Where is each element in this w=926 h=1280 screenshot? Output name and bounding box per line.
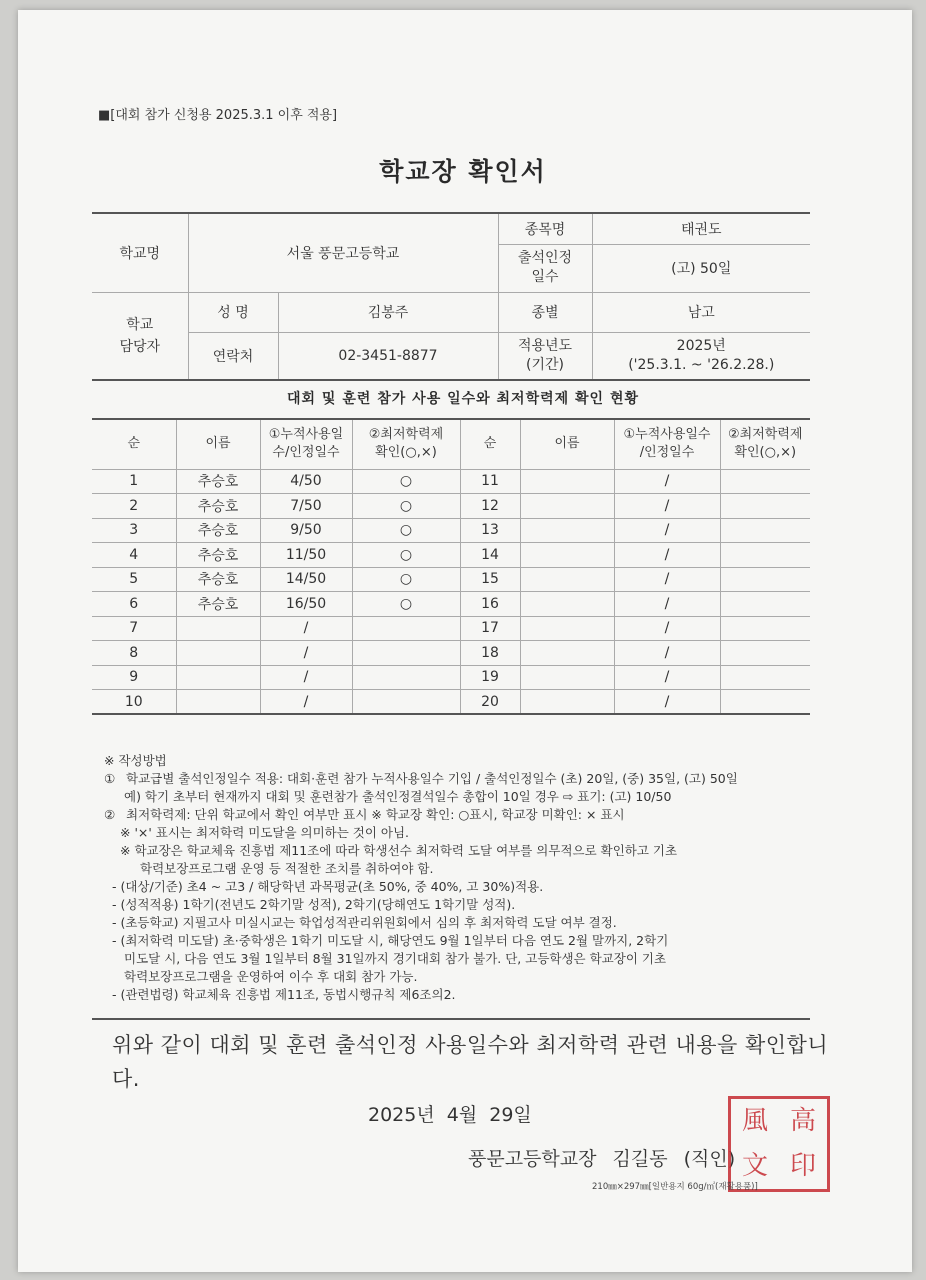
table-row <box>92 665 810 690</box>
table-row <box>92 690 810 715</box>
row-number-2: 19 <box>460 665 520 690</box>
confirmation-statement: 위와 같이 대회 및 훈련 출석인정 사용일수와 최저학력 관련 내용을 확인합니다. <box>112 1033 829 1091</box>
used-days: / <box>260 690 352 715</box>
divider-line <box>92 1018 810 1020</box>
header-name-2: 이름 <box>520 419 614 469</box>
row-number-2: 12 <box>460 494 520 519</box>
used-days-2: / <box>614 543 720 568</box>
row-number-2: 11 <box>460 469 520 494</box>
table-row <box>92 518 810 543</box>
student-name-2 <box>520 469 614 494</box>
used-days: 4/50 <box>260 469 352 494</box>
header-name: 이름 <box>176 419 260 469</box>
year-value <box>592 332 810 380</box>
row-number-2: 17 <box>460 616 520 641</box>
row-number: 9 <box>92 665 176 690</box>
student-name-2 <box>520 518 614 543</box>
category-label: 종별 <box>498 292 592 332</box>
row-number-2: 14 <box>460 543 520 568</box>
student-name: 추승호 <box>176 518 260 543</box>
student-name-2 <box>520 567 614 592</box>
minimum-check: ○ <box>352 518 460 543</box>
row-number: 1 <box>92 469 176 494</box>
instructions <box>104 752 834 1004</box>
minimum-check-2 <box>720 592 810 617</box>
minimum-check <box>352 641 460 666</box>
used-days-2: / <box>614 641 720 666</box>
minimum-check-2 <box>720 616 810 641</box>
bullet-grades: - (성적적용) 1학기(전년도 2학기말 성적), 2학기(당해연도 1학기말 성적). <box>112 897 516 912</box>
table-row <box>92 469 810 494</box>
table-row <box>92 616 810 641</box>
used-days: 16/50 <box>260 592 352 617</box>
school-info-table <box>92 212 810 381</box>
instruction-item-1 <box>104 770 834 788</box>
minimum-check-2 <box>720 690 810 715</box>
attendance-header-row <box>92 419 810 469</box>
attend-days-label: 출석인정 일수 <box>498 244 592 292</box>
student-name: 추승호 <box>176 469 260 494</box>
used-days-2: / <box>614 665 720 690</box>
staff-label: 학교 담당자 <box>92 292 188 380</box>
header-no: 순 <box>92 419 176 469</box>
seal-char-1: 風 <box>741 1106 768 1136</box>
used-days-2: / <box>614 567 720 592</box>
used-days: / <box>260 665 352 690</box>
row-number-2: 13 <box>460 518 520 543</box>
row-number: 5 <box>92 567 176 592</box>
table-row <box>92 543 810 568</box>
attendance-table <box>92 418 810 715</box>
item-2-line-1: 최저학력제: 단위 학교에서 확인 여부만 표시 ※ 학교장 확인: ○표시, 학교장 미확인: × 표시 <box>126 807 625 822</box>
contact-label: 연락처 <box>188 332 278 380</box>
used-days-2: / <box>614 592 720 617</box>
used-days: 9/50 <box>260 518 352 543</box>
row-number-2: 16 <box>460 592 520 617</box>
bullet-target: - (대상/기준) 초4 ~ 고3 / 해당학년 과목평균(초 50%, 중 40%, 고 30%)적용. <box>112 879 544 894</box>
item-1-mark: ① <box>104 771 116 786</box>
principal-signature: 풍문고등학교장 김길동 (직인) <box>468 1148 736 1170</box>
instructions-heading: ※ 작성방법 <box>104 753 167 768</box>
used-days-2: / <box>614 469 720 494</box>
bullet-elementary: - (초등학교) 지필고사 미실시교는 학업성적관리위원회에서 심의 후 최저학력 도달 여부 결정. <box>112 915 617 930</box>
name-label: 성 명 <box>188 292 278 332</box>
bullet-law: - (관련법령) 학교체육 진흥법 제11조, 동법시행규칙 제6조의2. <box>112 987 456 1002</box>
student-name <box>176 690 260 715</box>
seal-char-2: 高 <box>789 1106 816 1136</box>
minimum-check: ○ <box>352 494 460 519</box>
row-number: 7 <box>92 616 176 641</box>
year-value-year: 2025년 <box>676 337 726 354</box>
bullet-minimum-line-3: 학력보장프로그램을 운영하여 이수 후 대회 참가 가능. <box>124 969 418 984</box>
header-days-2: ①누적사용일수 /인정일수 <box>614 419 720 469</box>
note-2-line-1: ※ 학교장은 학교체육 진흥법 제11조에 따라 학생선수 최저학력 도달 여부를 의무적으로 확인하고 기초 <box>120 843 678 858</box>
used-days: / <box>260 616 352 641</box>
minimum-check <box>352 616 460 641</box>
minimum-check: ○ <box>352 567 460 592</box>
bullet-minimum-line-1: - (최저학력 미도달) 초·중학생은 1학기 미도달 시, 해당연도 9월 1일부터 다음 연도 2월 말까지, 2학기 <box>112 933 669 948</box>
student-name: 추승호 <box>176 494 260 519</box>
note-2-line-2: 학력보장프로그램 운영 등 적절한 조치를 취하여야 함. <box>140 861 434 876</box>
minimum-check-2 <box>720 665 810 690</box>
instruction-item-2 <box>104 806 834 824</box>
row-number-2: 20 <box>460 690 520 715</box>
row-number: 4 <box>92 543 176 568</box>
row-number: 3 <box>92 518 176 543</box>
sport-value: 태권도 <box>592 213 810 244</box>
note-1: ※ '×' 표시는 최저학력 미도달을 의미하는 것이 아님. <box>120 825 410 840</box>
contact-value: 02-3451-8877 <box>278 332 498 380</box>
minimum-check-2 <box>720 469 810 494</box>
name-value: 김봉주 <box>278 292 498 332</box>
category-value: 남고 <box>592 292 810 332</box>
used-days-2: / <box>614 518 720 543</box>
header-days: ①누적사용일 수/인정일수 <box>260 419 352 469</box>
item-1-line-1: 학교급별 출석인정일수 적용: 대회·훈련 참가 누적사용일수 기입 / 출석인정일수 (초) 20일, (중) 35일, (고) 50일 <box>126 771 738 786</box>
student-name: 추승호 <box>176 592 260 617</box>
table-row <box>92 494 810 519</box>
minimum-check-2 <box>720 518 810 543</box>
bullet-minimum-line-2: 미도달 시, 다음 연도 3월 1일부터 8월 31일까지 경기대회 참가 불가. 단, 고등학생은 학교장이 기초 <box>124 951 667 966</box>
student-name <box>176 616 260 641</box>
row-number: 2 <box>92 494 176 519</box>
student-name: 추승호 <box>176 567 260 592</box>
item-1-line-2: 예) 학기 초부터 현재까지 대회 및 훈련참가 출석인정결석일수 총합이 10일 경우 ⇨ 표기: (고) 10/50 <box>124 789 672 804</box>
document-title: 학교장 확인서 <box>379 157 547 186</box>
header-check-2: ②최저학력제 확인(○,×) <box>720 419 810 469</box>
school-label: 학교명 <box>92 213 188 292</box>
minimum-check: ○ <box>352 469 460 494</box>
minimum-check-2 <box>720 567 810 592</box>
student-name-2 <box>520 616 614 641</box>
student-name-2 <box>520 592 614 617</box>
item-2-mark: ② <box>104 807 116 822</box>
minimum-check: ○ <box>352 592 460 617</box>
student-name: 추승호 <box>176 543 260 568</box>
table-row <box>92 641 810 666</box>
year-value-period: ('25.3.1. ~ '26.2.28.) <box>628 356 775 373</box>
used-days-2: / <box>614 616 720 641</box>
student-name <box>176 641 260 666</box>
student-name-2 <box>520 665 614 690</box>
student-name-2 <box>520 641 614 666</box>
official-seal <box>728 1096 830 1192</box>
minimum-check-2 <box>720 641 810 666</box>
student-name-2 <box>520 543 614 568</box>
header-check: ②최저학력제 확인(○,×) <box>352 419 460 469</box>
minimum-check-2 <box>720 543 810 568</box>
row-number: 10 <box>92 690 176 715</box>
student-name <box>176 665 260 690</box>
minimum-check <box>352 690 460 715</box>
seal-char-3: 文 <box>741 1151 768 1181</box>
row-number-2: 15 <box>460 567 520 592</box>
seal-char-4: 印 <box>789 1151 816 1181</box>
student-name-2 <box>520 494 614 519</box>
row-number: 8 <box>92 641 176 666</box>
section-title: 대회 및 훈련 참가 사용 일수와 최저학력제 확인 현황 <box>287 391 639 407</box>
row-number-2: 18 <box>460 641 520 666</box>
used-days: / <box>260 641 352 666</box>
minimum-check-2 <box>720 494 810 519</box>
form-notice: ■[대회 참가 신청용 2025.3.1 이후 적용] <box>98 108 338 123</box>
issue-date: 2025년 4월 29일 <box>368 1104 532 1126</box>
table-row <box>92 592 810 617</box>
row-number: 6 <box>92 592 176 617</box>
used-days: 7/50 <box>260 494 352 519</box>
minimum-check: ○ <box>352 543 460 568</box>
used-days: 11/50 <box>260 543 352 568</box>
used-days: 14/50 <box>260 567 352 592</box>
paper-spec-footnote: 210㎜×297㎜[일반용지 60g/㎡(재활용품)] <box>592 1182 758 1192</box>
header-no-2: 순 <box>460 419 520 469</box>
used-days-2: / <box>614 690 720 715</box>
used-days-2: / <box>614 494 720 519</box>
school-value: 서울 풍문고등학교 <box>188 213 498 292</box>
year-label: 적용년도 (기간) <box>498 332 592 380</box>
minimum-check <box>352 665 460 690</box>
table-row <box>92 567 810 592</box>
sport-label: 종목명 <box>498 213 592 244</box>
attend-days-value: (고) 50일 <box>592 244 810 292</box>
student-name-2 <box>520 690 614 715</box>
